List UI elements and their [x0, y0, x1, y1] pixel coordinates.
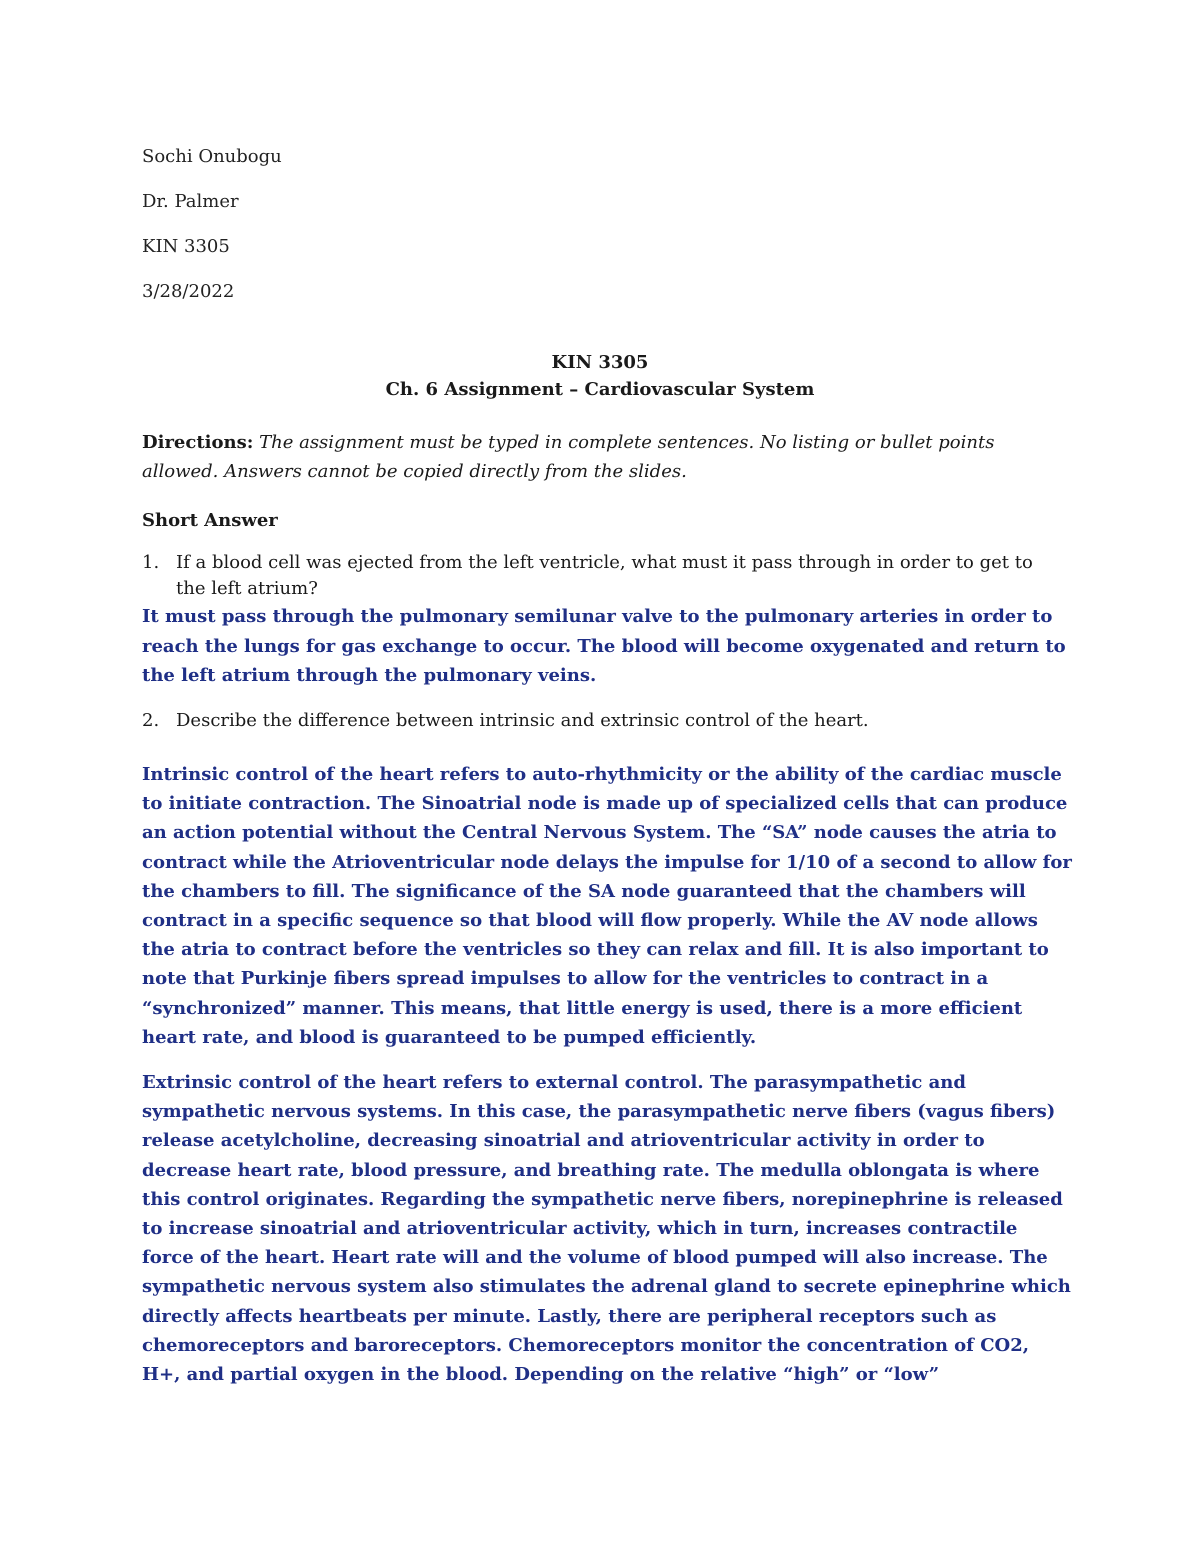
answer-line: to initiate contraction. The Sinoatrial node is made up of specialized cells that can produce [142, 793, 1068, 815]
answer-line: reach the lungs for gas exchange to occur. The blood will become oxygenated and return to [142, 635, 1066, 657]
assignment-date: 3/28/2022 [142, 281, 235, 302]
question-1-number: 1. [142, 552, 160, 573]
directions-label: Directions: [142, 432, 254, 453]
answer-line: contract while the Atrioventricular node delays the impulse for 1/10 of a second to allow for [142, 851, 1072, 873]
answer-line: sympathetic nervous systems. In this case, the parasympathetic nerve fibers (vagus fibers) [142, 1101, 1056, 1123]
document-title-course: KIN 3305 [551, 352, 649, 373]
directions-text: The assignment must be typed in complete sentences. No listing or bullet points allowed. Answers cannot be copied directly from the slides. [142, 432, 995, 482]
answer-line: sympathetic nervous system also stimulates the adrenal gland to secrete epinephrine which [142, 1276, 1071, 1298]
answer-line: the left atrium through the pulmonary veins. [142, 665, 597, 686]
section-title: Short Answer [142, 510, 278, 531]
course-code: KIN 3305 [142, 236, 230, 257]
answer-line: to increase sinoatrial and atrioventricular activity, which in turn, increases contractile [142, 1218, 1018, 1239]
answer-line: this control originates. Regarding the sympathetic nerve fibers, norepinephrine is released [142, 1188, 1063, 1210]
answer-line: chemoreceptors and baroreceptors. Chemoreceptors monitor the concentration of CO2, [142, 1334, 1029, 1356]
answer-line: an action potential without the Central Nervous System. The “SA” node causes the atria to [142, 822, 1057, 844]
answer-line: H+, and partial oxygen in the blood. Depending on the relative “high” or “low” [142, 1364, 940, 1385]
answer-line: contract in a specific sequence so that blood will flow properly. While the AV node allows [142, 910, 1038, 931]
answer-line: force of the heart. Heart rate will and the volume of blood pumped will also increase. The [142, 1247, 1048, 1269]
question-1-line: the left atrium? [176, 578, 318, 599]
answer-line: Intrinsic control of the heart refers to auto-rhythmicity or the ability of the cardiac muscle [142, 764, 1062, 785]
answer-line: It must pass through the pulmonary semilunar valve to the pulmonary arteries in order to [142, 606, 1053, 627]
student-name: Sochi Onubogu [142, 146, 282, 167]
answer-line: the atria to contract before the ventricles so they can relax and fill. It is also important to [142, 939, 1049, 961]
answer-line: the chambers to fill. The significance of the SA node guaranteed that the chambers will [142, 880, 1026, 902]
answer-line: Extrinsic control of the heart refers to external control. The parasympathetic and [142, 1072, 966, 1093]
answer-line: decrease heart rate, blood pressure, and breathing rate. The medulla oblongata is where [142, 1159, 1040, 1181]
instructor-name: Dr. Palmer [142, 191, 239, 212]
answer-line: “synchronized” manner. This means, that little energy is used, there is a more efficient [142, 997, 1023, 1019]
answer-line: directly affects heartbeats per minute. Lastly, there are peripheral receptors such as [142, 1305, 997, 1327]
question-2-line: Describe the difference between intrinsic and extrinsic control of the heart. [176, 710, 869, 731]
question-2-number: 2. [142, 710, 160, 731]
directions [142, 428, 1072, 486]
question-1-line: If a blood cell was ejected from the left ventricle, what must it pass through in order to get to [176, 552, 1033, 573]
answer-line: heart rate, and blood is guaranteed to be pumped efficiently. [142, 1026, 757, 1048]
answer-line: note that Purkinje fibers spread impulses to allow for the ventricles to contract in a [142, 968, 989, 990]
answer-line: release acetylcholine, decreasing sinoatrial and atrioventricular activity in order to [142, 1130, 985, 1152]
document-title-assignment: Ch. 6 Assignment – Cardiovascular System [385, 379, 815, 400]
